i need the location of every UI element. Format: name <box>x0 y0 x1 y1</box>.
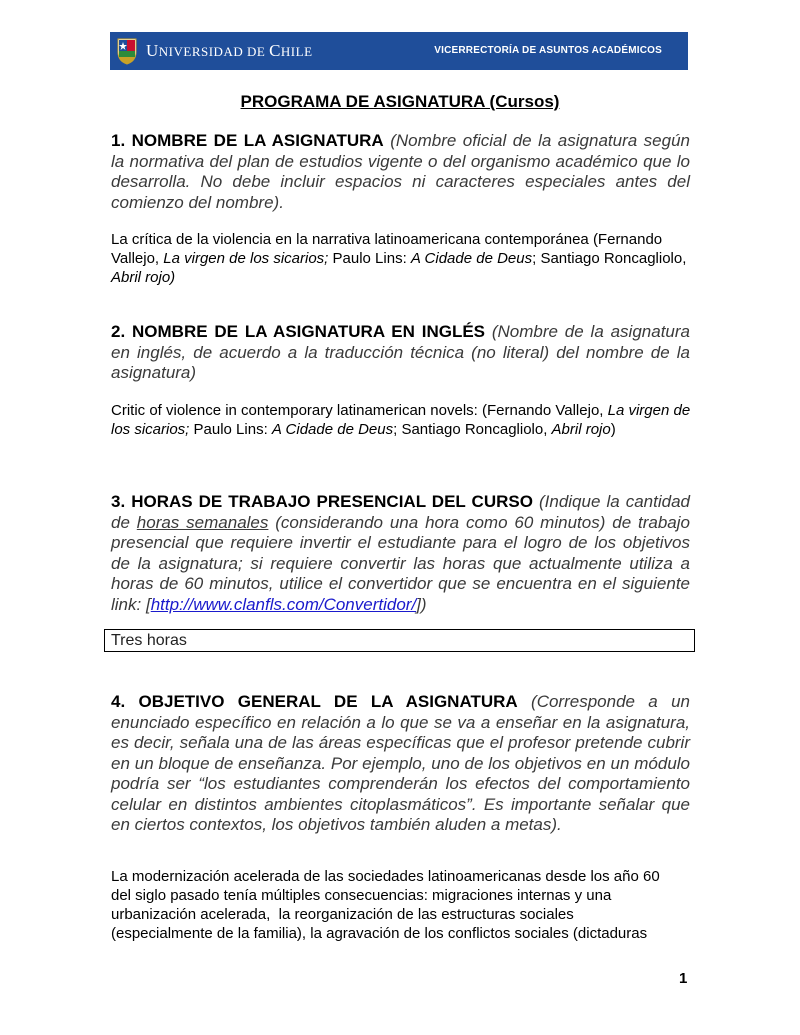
hours-answer: Tres horas <box>111 632 187 649</box>
page-number: 1 <box>679 970 688 987</box>
section-1-body: La crítica de la violencia en la narrativa latinoamericana contemporánea (Fernando Vallejo, La virgen de los sicarios; Paulo Lins: A Cidade de Deus; Santiago Roncagliolo, Abril rojo) <box>111 231 687 286</box>
section-2-heading: 2. NOMBRE DE LA ASIGNATURA EN INGLÉS <box>111 322 486 341</box>
convertidor-link[interactable]: http://www.clanfls.com/Convertidor/ <box>150 594 417 614</box>
section-4-heading-block <box>111 692 690 836</box>
section-2-heading-block <box>111 322 690 384</box>
section-1-heading-block <box>111 131 690 213</box>
section-4-heading: 4. OBJETIVO GENERAL DE LA ASIGNATURA <box>111 692 518 711</box>
section-4-note: (Corresponde a un enunciado específico en relación a lo que se va a enseñar en la asignatura, es decir, señala una de las áreas específicas que el profesor pretende cubrir en un bloque de enseñanza. Por ejemplo, uno de los objetivos en un módulo podría ser “los estudiantes comprenderán los efectos del comportamiento celular en distintos ambientes citoplasmáticos”. Es importante señalar que en ciertos contextos, los objetivos también aluden a metas). <box>111 692 690 834</box>
university-crest-icon <box>116 36 138 66</box>
vicerrectoria-label: VICERRECTORÍA DE ASUNTOS ACADÉMICOS <box>434 45 662 56</box>
section-2-body: Critic of violence in contemporary latinamerican novels: (Fernando Vallejo, La virgen de los sicarios; Paulo Lins: A Cidade de Deus; Santiago Roncagliolo, Abril rojo) <box>111 402 691 438</box>
section-3-heading: 3. HORAS DE TRABAJO PRESENCIAL DEL CURSO <box>111 492 533 511</box>
university-name: UNIVERSIDAD DE CHILE <box>146 41 313 60</box>
document-title: PROGRAMA DE ASIGNATURA (Cursos) <box>240 92 560 111</box>
section-2-note: (Nombre de la asignatura en inglés, de acuerdo a la traducción técnica (no literal) del nombre de la asignatura) <box>111 322 690 382</box>
hours-answer-box <box>104 629 695 652</box>
section-1-heading: 1. NOMBRE DE LA ASIGNATURA <box>111 131 384 150</box>
section-4-body: La modernización acelerada de las sociedades latinoamericanas desde los año 60 del siglo pasado tenía múltiples consecuencias: migraciones internas y una urbanización acelerada, la reorganización de las estructuras sociales (especialmente de la familia), la agravación de los conflictos sociales (dictaduras <box>111 868 660 942</box>
section-3-note: (Indique la cantidad de horas semanales (considerando una hora como 60 minutos) de trabajo presencial que requiere invertir el estudiante para el logro de los objetivos de la asignatura; si requiere convertir las horas que actualmente utiliza a horas de 60 minutos, utilice el convertidor que se encuentra en el siguiente link: [http://www.clanfls.com/Convertidor/]) <box>111 492 690 614</box>
university-header-bar <box>110 32 688 70</box>
section-3-heading-block <box>111 492 690 615</box>
section-1-note: (Nombre oficial de la asignatura según la normativa del plan de estudios vigente o del organismo académico que lo desarrolla. No debe incluir espacios ni caracteres especiales antes del comienzo del nombre). <box>111 131 690 212</box>
